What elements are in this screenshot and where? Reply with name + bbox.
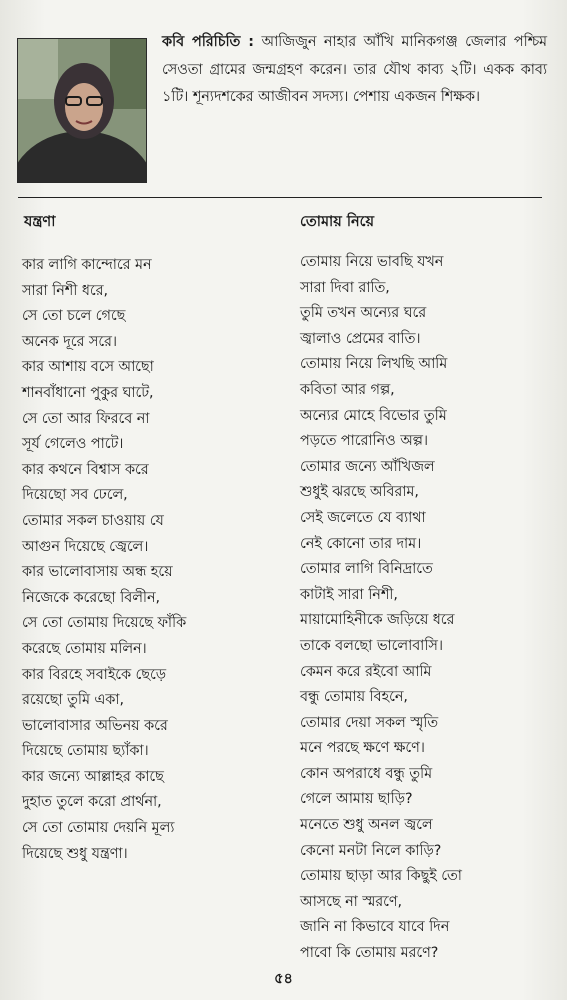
poem-line: সূর্য গেলেও পাটে।	[22, 436, 124, 453]
poem-line: শানবাঁধানো পুকুর ঘাটে,	[22, 384, 154, 401]
poem-line: দুহাত তুলে করো প্রার্থনা,	[22, 794, 162, 811]
poem-right	[300, 250, 462, 967]
bio-text: আজিজুন নাহার আঁখি মানিকগঞ্জ জেলার পশ্চিম সেওতা গ্রামের জন্মগ্রহণ করেন। তার যৌথ কাব্য ২টি। একক কাব্য ১টি। শূন্যদশকের আজীবন সদস্য। পেশায় একজন শিক্ষক।	[162, 34, 547, 106]
poet-portrait-photo	[17, 38, 147, 183]
poem-line: সে তো আর ফিরবে না	[22, 410, 150, 427]
poem-line: সে তো তোমায় দিয়েছে ফাঁকি	[22, 615, 187, 632]
poem-line: আগুন দিয়েছে জ্বেলে।	[22, 538, 149, 555]
poem-line: মনে পরছে ক্ষণে ক্ষণে।	[300, 740, 425, 757]
poem-line: তোমার সকল চাওয়ায় যে	[22, 512, 164, 529]
poem-line: তোমার লাগি বিনিদ্রাতে	[300, 561, 433, 578]
poem-line: অন্যের মোহে বিভোর তুমি	[300, 407, 447, 424]
poem-line: সারা দিবা রাতি,	[300, 279, 390, 296]
poem-line: কার জন্যে আল্লাহর কাছে	[22, 768, 164, 785]
poem-line: নিজেকে করেছো বিলীন,	[22, 589, 161, 606]
bio-label: কবি পরিচিতি :	[162, 34, 254, 50]
poem-line: দিয়েছে শুধু যন্ত্রণা।	[22, 845, 128, 862]
poem-line: কোন অপরাধে বন্ধু তুমি	[300, 765, 433, 782]
poem-line: দিয়েছে তোমায় ছ্যাঁকা।	[22, 743, 149, 760]
poem-line: মনেতে শুধু অনল জ্বলে	[300, 817, 433, 834]
poem-line: কাটাই সারা নিশী,	[300, 586, 398, 603]
poet-introduction	[162, 29, 547, 112]
poem-line: সে তো চলে গেছে	[22, 308, 126, 325]
poem-line: দিয়েছো সব ঢেলে,	[22, 487, 128, 504]
poem-title-left: যন্ত্রণা	[24, 214, 56, 230]
poem-line: কার ভালোবাসায় অন্ধ হয়ে	[22, 564, 173, 581]
poem-line: তোমায় নিয়ে লিখছি আমি	[300, 356, 448, 373]
poem-line: তুমি তখন অন্যের ঘরে	[300, 305, 427, 322]
poem-line: মায়ামোহিনীকে জড়িয়ে ধরে	[300, 612, 455, 629]
poem-line: তোমায় নিয়ে ভাবছি যখন	[300, 254, 444, 270]
poem-line: সে তো তোমায় দেয়নি মূল্য	[22, 820, 175, 837]
poem-line: নেই কোনো তার দাম।	[300, 535, 422, 552]
poem-line: অনেক দূরে সরে।	[22, 333, 118, 350]
poem-line: জানি না কিভাবে যাবে দিন	[300, 919, 450, 936]
poem-line: কার আশায় বসে আছো	[22, 359, 154, 376]
poem-line: সেই জলেতে যে ব্যাথা	[300, 509, 426, 526]
poem-line: গেলে আমায় ছাড়ি?	[300, 791, 413, 808]
poem-line: করেছে তোমায় মলিন।	[22, 640, 147, 657]
poem-line: জ্বালাও প্রেমের বাতি।	[300, 330, 421, 347]
poem-left	[22, 253, 186, 867]
poem-line: তোমায় ছাড়া আর কিছুই তো	[300, 868, 462, 885]
poem-line: সারা নিশী ধরে,	[22, 282, 109, 299]
poem-line: শুধুই ঝরছে অবিরাম,	[300, 484, 419, 501]
poem-line: কার বিরহে সবাইকে ছেড়ে	[22, 666, 166, 683]
poem-line: রয়েছো তুমি একা,	[22, 692, 124, 709]
poem-line: পাবো কি তোমায় মরণে?	[300, 945, 439, 962]
page-number: ৫৪	[274, 971, 293, 987]
poem-line: আসছে না স্মরণে,	[300, 893, 403, 910]
poem-line: তোমার দেয়া সকল স্মৃতি	[300, 714, 439, 731]
poem-line: কার লাগি কান্দোরে মন	[22, 257, 152, 273]
poem-line: পড়তে পারোনিও অল্প।	[300, 433, 428, 450]
poem-line: ভালোবাসার অভিনয় করে	[22, 717, 168, 734]
section-divider	[18, 197, 542, 198]
poem-line: কবিতা আর গল্প,	[300, 381, 395, 398]
poem-title-right: তোমায় নিয়ে	[300, 214, 374, 230]
poem-line: তোমার জন্যে আঁখিজল	[300, 458, 435, 475]
poem-line: তাকে বলছো ভালোবাসি।	[300, 637, 443, 654]
poem-line: কেমন করে রইবো আমি	[300, 663, 432, 680]
poem-line: বন্ধু তোমায় বিহনে,	[300, 689, 408, 706]
poem-line: কার কথনে বিশ্বাস করে	[22, 461, 149, 478]
poem-line: কেনো মনটা নিলে কাড়ি?	[300, 842, 442, 859]
